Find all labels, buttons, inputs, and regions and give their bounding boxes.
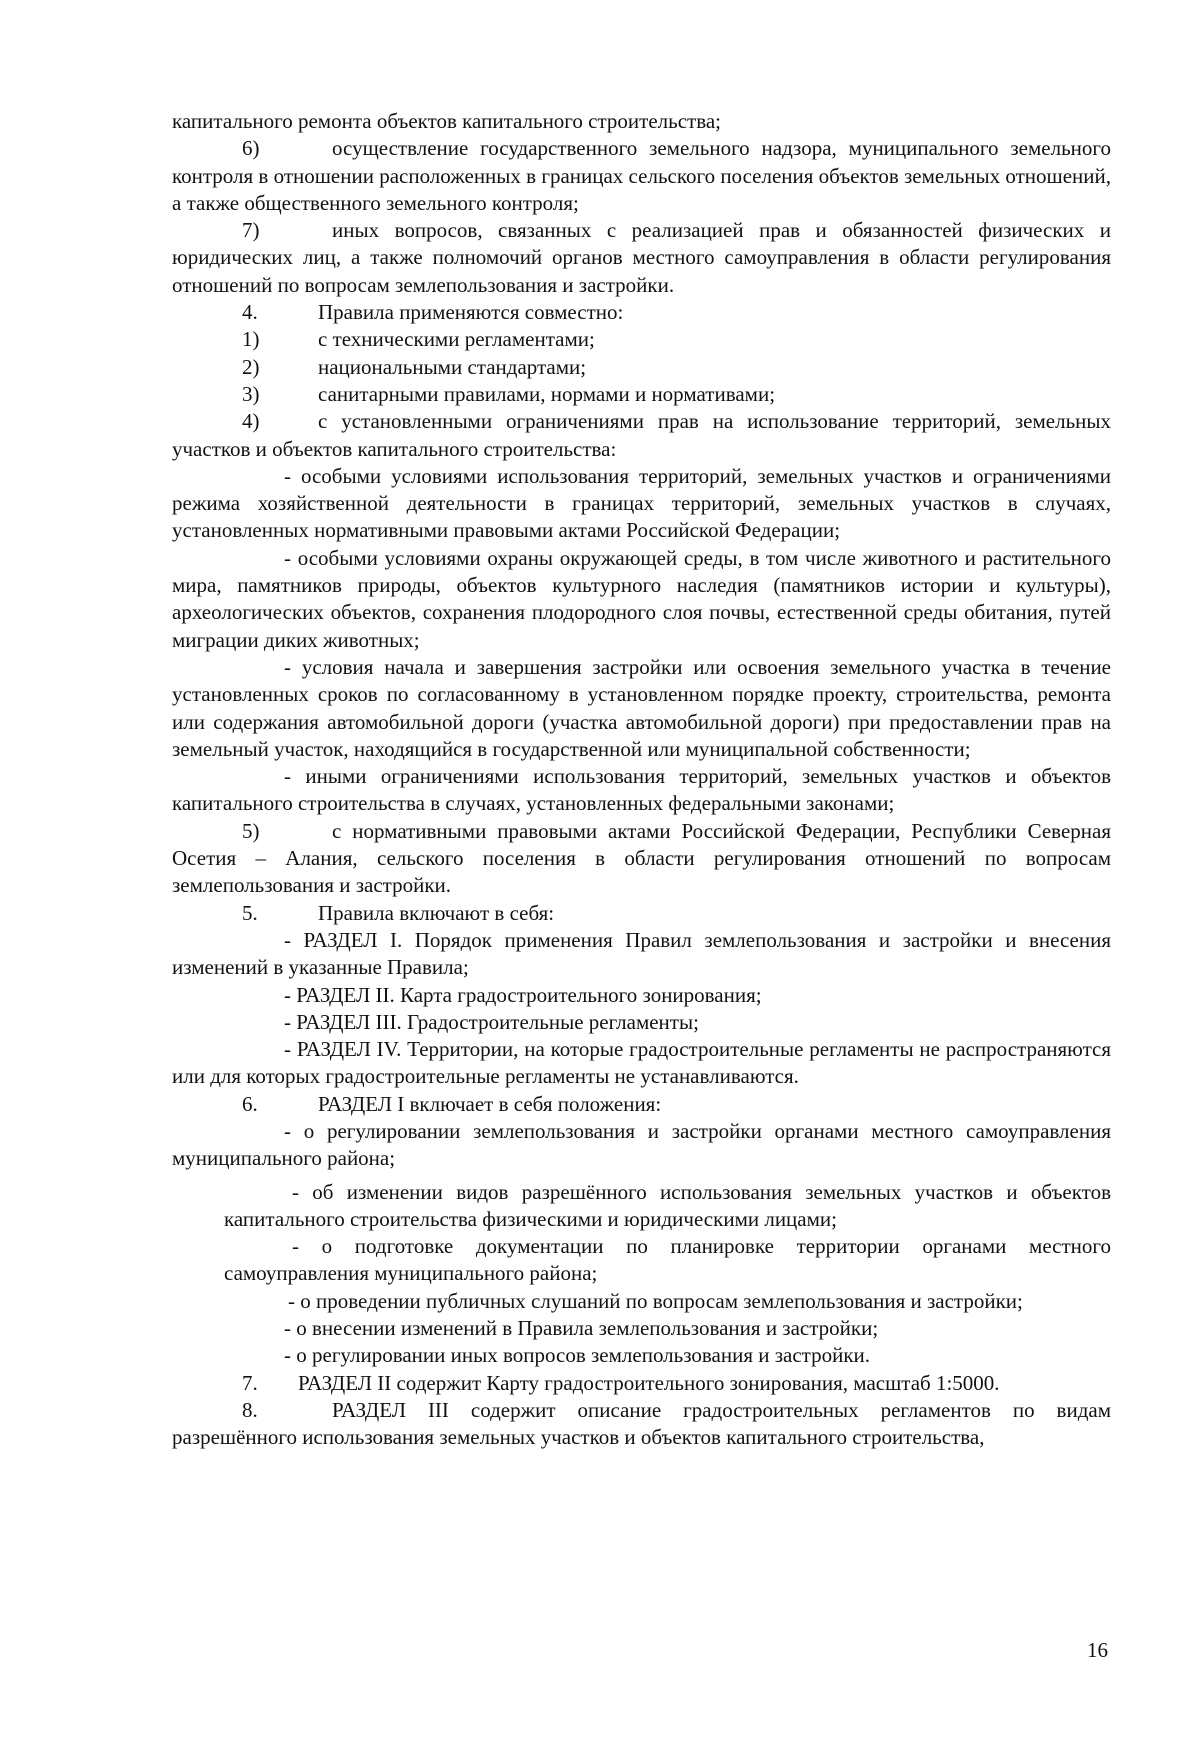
section-5 xyxy=(172,900,1111,927)
list-item-2 xyxy=(172,354,1111,381)
section-number: 8. xyxy=(242,1397,258,1422)
list-number: 6) xyxy=(242,136,260,161)
provision-item: - о внесении изменений в Правила землепользования и застройки; xyxy=(284,1316,879,1341)
section-number: 7. xyxy=(242,1370,258,1395)
page-number: 16 xyxy=(1087,1638,1108,1662)
list-number: 4) xyxy=(242,409,260,434)
section-6 xyxy=(172,1091,1111,1118)
list-number: 2) xyxy=(242,354,260,379)
section-number: 6. xyxy=(242,1091,258,1116)
razdel-item: - РАЗДЕЛ I. Порядок применения Правил землепользования и застройки и внесения изменений в указанные Правила; xyxy=(172,927,1111,980)
section-number: 4. xyxy=(242,300,258,325)
provision-item: - о регулировании иных вопросов землепользования и застройки. xyxy=(284,1343,871,1368)
provision-item: - о подготовке документации по планировке территории органами местного самоуправления муниципального района; xyxy=(224,1234,1111,1286)
list-text: санитарными правилами, нормами и нормативами; xyxy=(318,381,776,406)
list-text: с нормативными правовыми актами Российской Федерации, Республики Северная Осетия – Алания, сельского поселения в области регулирования отношений по вопросам землепользования и застройки. xyxy=(172,818,1111,898)
list-text: осуществление государственного земельного надзора, муниципального земельного контроля в отношении расположенных в границах сельского поселения объектов земельных отношений, а также общественного земельного контроля; xyxy=(172,136,1111,215)
dash-item: - особыми условиями использования территорий, земельных участков и ограничениями режима хозяйственной деятельности в границах территорий, земельных участков в случаях, установленных нормативными правовыми актами Российской Федерации; xyxy=(172,463,1111,543)
dash-item: - особыми условиями охраны окружающей среды, в том числе животного и растительного мира, памятников природы, объектов культурного наследия (памятников истории и культуры), археологических объектов, сохранения плодородного слоя почвы, естественной среды обитания, путей миграции диких животных; xyxy=(172,545,1111,652)
provisions-block xyxy=(172,1179,1111,1288)
razdel-item: - РАЗДЕЛ IV. Территории, на которые градостроительные регламенты не распространяются или для которых градостроительные регламенты не устанавливаются. xyxy=(172,1037,1111,1089)
list-text: с установленными ограничениями прав на использование территорий, земельных участков и объектов капитального строительства: xyxy=(172,409,1111,461)
list-number: 1) xyxy=(242,327,260,352)
document-page xyxy=(172,108,1111,1452)
section-text: РАЗДЕЛ III содержит описание градостроительных регламентов по видам разрешённого использования земельных участков и объектов капитального строительства, xyxy=(172,1397,1111,1450)
list-text: с техническими регламентами; xyxy=(318,327,595,352)
section-number: 5. xyxy=(242,900,258,925)
list-text: национальными стандартами; xyxy=(318,354,587,379)
list-item-7 xyxy=(172,217,1111,299)
list-item-6 xyxy=(172,135,1111,217)
section-text: Правила применяются совместно: xyxy=(318,300,624,325)
section-8 xyxy=(172,1397,1111,1452)
provision-item: - о проведении публичных слушаний по вопросам землепользования и застройки; xyxy=(288,1288,1023,1313)
text-line: капитального ремонта объектов капитального строительства; xyxy=(172,109,721,133)
list-number: 5) xyxy=(242,818,260,843)
list-text: иных вопросов, связанных с реализацией прав и обязанностей физических и юридических лиц, а также полномочий органов местного самоуправления в области регулирования отношений по вопросам землепользования и застройки. xyxy=(172,218,1111,297)
list-number: 7) xyxy=(242,218,260,243)
razdel-item: - РАЗДЕЛ II. Карта градостроительного зонирования; xyxy=(284,982,762,1007)
section-text: РАЗДЕЛ II содержит Карту градостроительного зонирования, масштаб 1:5000. xyxy=(298,1370,1000,1395)
list-item-5 xyxy=(172,818,1111,900)
razdel-item: - РАЗДЕЛ III. Градостроительные регламенты; xyxy=(284,1009,699,1034)
section-4 xyxy=(172,299,1111,326)
section-text: РАЗДЕЛ I включает в себя положения: xyxy=(318,1091,662,1116)
dash-item: - условия начала и завершения застройки или освоения земельного участка в течение установленных сроков по согласованному в установленном порядке проекту, строительства, ремонта или содержания автомобильной дороги (участка автомобильной дороги) при предоставлении прав на земельный участок, находящийся в государственной или муниципальной собственности; xyxy=(172,654,1111,761)
list-number: 3) xyxy=(242,381,260,406)
provision-item: - об изменении видов разрешённого использования земельных участков и объектов капитального строительства физическими и юридическими лицами; xyxy=(224,1179,1111,1231)
dash-item: - иными ограничениями использования территорий, земельных участков и объектов капитального строительства в случаях, установленных федеральными законами; xyxy=(172,764,1111,816)
section-7 xyxy=(172,1370,1111,1397)
section-text: Правила включают в себя: xyxy=(318,900,555,925)
provision-item: - о регулировании землепользования и застройки органами местного самоуправления муниципального района; xyxy=(172,1118,1111,1171)
list-item-3 xyxy=(172,381,1111,408)
list-item-4 xyxy=(172,408,1111,463)
list-item-1 xyxy=(172,326,1111,353)
